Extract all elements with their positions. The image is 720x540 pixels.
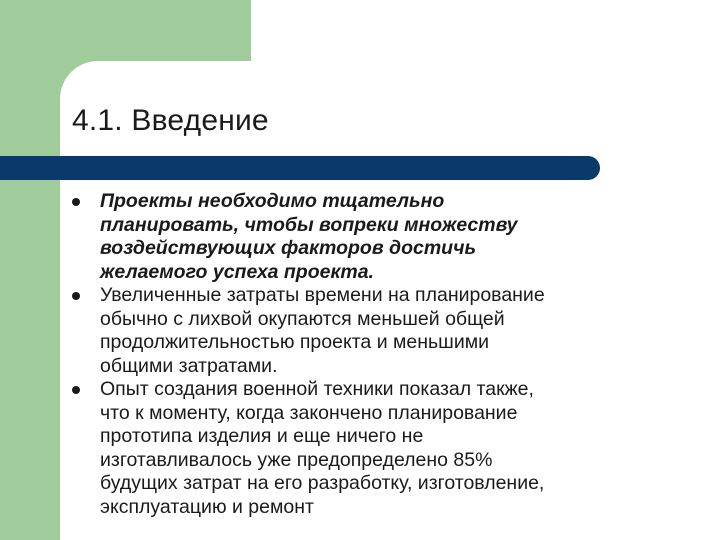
bullet-item-1 [72, 190, 672, 284]
bullet-dot-icon [72, 386, 80, 394]
bullet-item-2 [72, 284, 672, 378]
bullet-text: Увеличенные затраты времени на планирование обычно с лихвой окупаются меньшей общей продолжительностью проекта и меньшими общими затратами. [100, 284, 545, 377]
bullet-dot-icon [72, 198, 80, 206]
bullet-text: Проекты необходимо тщательно планировать, чтобы вопреки множеству воздействующих факторов достичь желаемого успеха проекта. [100, 190, 518, 283]
bullet-list [72, 190, 672, 519]
bullet-dot-icon [72, 292, 80, 300]
title-underline-bar [0, 156, 600, 180]
bullet-item-3 [72, 378, 672, 519]
slide-title: 4.1. Введение [72, 104, 269, 137]
bullet-text: Опыт создания военной техники показал также, что к моменту, когда закончено планирование прототипа изделия и еще ничего не изготавливалось уже предопределено 85% будущих затрат на его разработку, изготовление, эксплуатацию и ремонт [100, 378, 545, 518]
